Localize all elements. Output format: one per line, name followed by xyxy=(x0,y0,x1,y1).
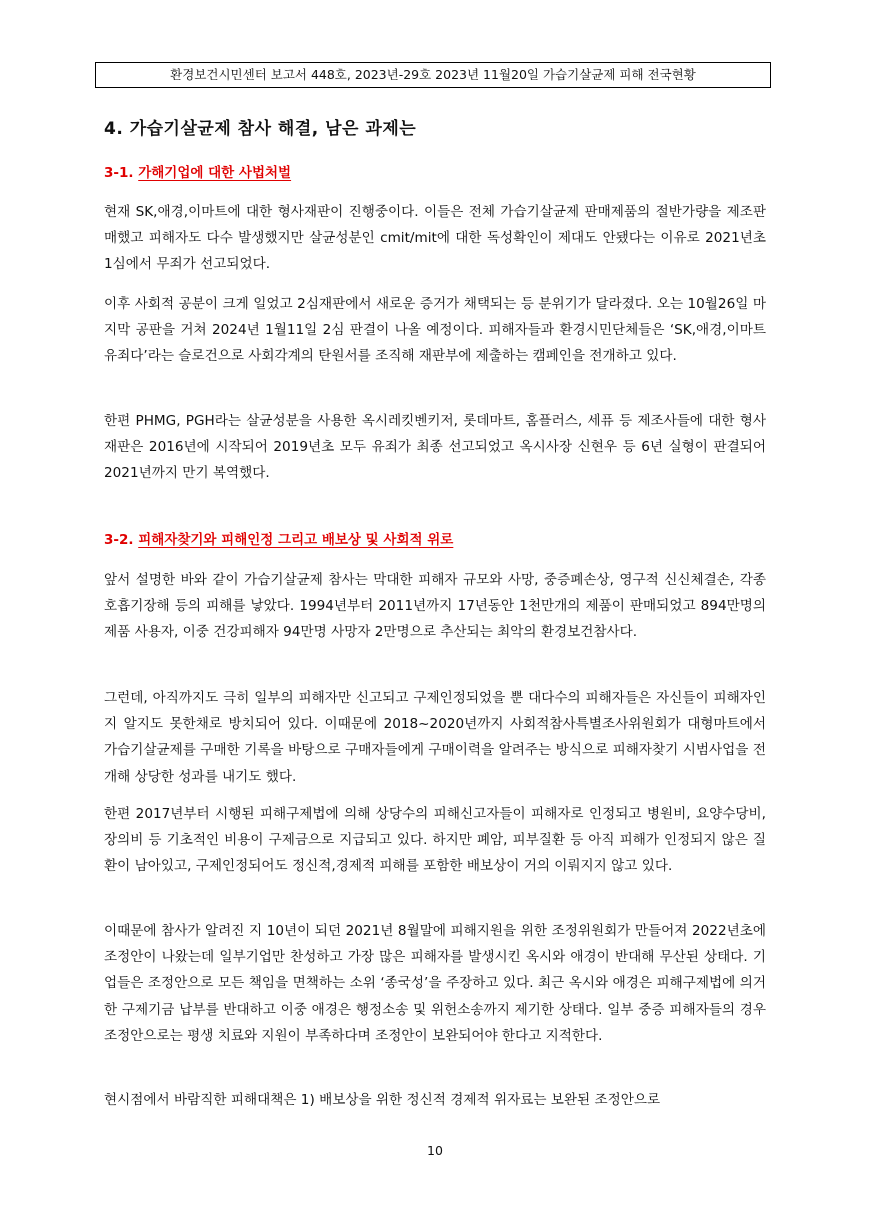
paragraph: 그런데, 아직까지도 극히 일부의 피해자만 신고되고 구제인정되었을 뿐 대다수의 피해자들은 자신들이 피해자인지 알지도 못한채로 방치되어 있다. 이때문에 2018~2020년까지 사회적참사특별조사위원회가 대형마트에서 가습기살균제를 구매한 기록을 바탕으로 구매자들에게 구매이력을 알려주는 방식으로 피해자찾기 시범사업을 전개해 상당한 성과를 내기도 했다. xyxy=(104,690,766,785)
paragraph: 한편 PHMG, PGH라는 살균성분을 사용한 옥시레킷벤키저, 롯데마트, 홈플러스, 세퓨 등 제조사들에 대한 형사재판은 2016년에 시작되어 2019년초 모두 유죄가 최종 선고되었고 옥시사장 신현우 등 6년 실형이 판결되어 2021년까지 만기 복역했다. xyxy=(104,413,766,482)
paragraph: 이때문에 참사가 알려진 지 10년이 되던 2021년 8월말에 피해지원을 위한 조정위원회가 만들어져 2022년초에 조정안이 나왔는데 일부기업만 찬성하고 가장 많은 피해자를 발생시킨 옥시와 애경이 반대해 무산된 상태다. 기업들은 조정안으로 모든 책임을 면책하는 소위 ‘종국성’을 주장하고 있다. 최근 옥시와 애경은 피해구제법에 의거한 구제기금 납부를 반대하고 이중 애경은 행정소송 및 위헌소송까지 제기한 상태다. 일부 중증 피해자들의 경우 조정안으로는 평생 치료와 지원이 부족하다며 조정안이 보완되어야 한다고 지적한다. xyxy=(104,923,766,1044)
section-title: 4. 가습기살균제 참사 해결, 남은 과제는 xyxy=(104,119,417,139)
paragraph: 앞서 설명한 바와 같이 가습기살균제 참사는 막대한 피해자 규모와 사망, 중증폐손상, 영구적 신신체결손, 각종 호흡기장해 등의 피해를 낳았다. 1994년부터 2011년까지 17년동안 1천만개의 제품이 판매되었고 894만명의 제품 사용자, 이중 건강피해자 94만명 사망자 2만명으로 추산되는 최악의 환경보건참사다. xyxy=(104,572,766,641)
paragraph: 현시점에서 바람직한 피해대책은 1) 배보상을 위한 정신적 경제적 위자료는 보완된 조정안으로 xyxy=(104,1092,661,1108)
report-header xyxy=(95,62,771,88)
page-number: 10 xyxy=(427,1143,443,1158)
subsection-title: 가해기업에 대한 사법처벌 xyxy=(138,165,292,181)
subsection-number: 3-2. xyxy=(104,532,139,548)
subsection-heading-3-2 xyxy=(104,528,453,548)
paragraph: 이후 사회적 공분이 크게 일었고 2심재판에서 새로운 증거가 채택되는 등 분위기가 달라졌다. 오는 10월26일 마지막 공판을 거쳐 2024년 1월11일 2심 판결이 나올 예정이다. 피해자들과 환경시민단체들은 ‘SK,애경,이마트 유죄다’라는 슬로건으로 사회각계의 탄원서를 조직해 재판부에 제출하는 캠페인을 전개하고 있다. xyxy=(104,296,766,365)
subsection-heading-3-1 xyxy=(104,161,291,181)
subsection-number: 3-1. xyxy=(104,165,139,181)
paragraph: 한편 2017년부터 시행된 피해구제법에 의해 상당수의 피해신고자들이 피해자로 인정되고 병원비, 요양수당비, 장의비 등 기초적인 비용이 구제금으로 지급되고 있다. 하지만 폐암, 피부질환 등 아직 피해가 인정되지 않은 질환이 남아있고, 구제인정되어도 정신적,경제적 피해를 포함한 배보상이 거의 이뤄지지 않고 있다. xyxy=(104,806,766,875)
subsection-title: 피해자찾기와 피해인정 그리고 배보상 및 사회적 위로 xyxy=(138,532,454,548)
report-header-text: 환경보건시민센터 보고서 448호, 2023년-29호 2023년 11월20일 가습기살균제 피해 전국현황 xyxy=(170,67,696,82)
paragraph: 현재 SK,애경,이마트에 대한 형사재판이 진행중이다. 이들은 전체 가습기살균제 판매제품의 절반가량을 제조판매했고 피해자도 다수 발생했지만 살균성분인 cmit/mit에 대한 독성확인이 제대도 안됐다는 이유로 2021년초 1심에서 무죄가 선고되었다. xyxy=(104,204,766,273)
